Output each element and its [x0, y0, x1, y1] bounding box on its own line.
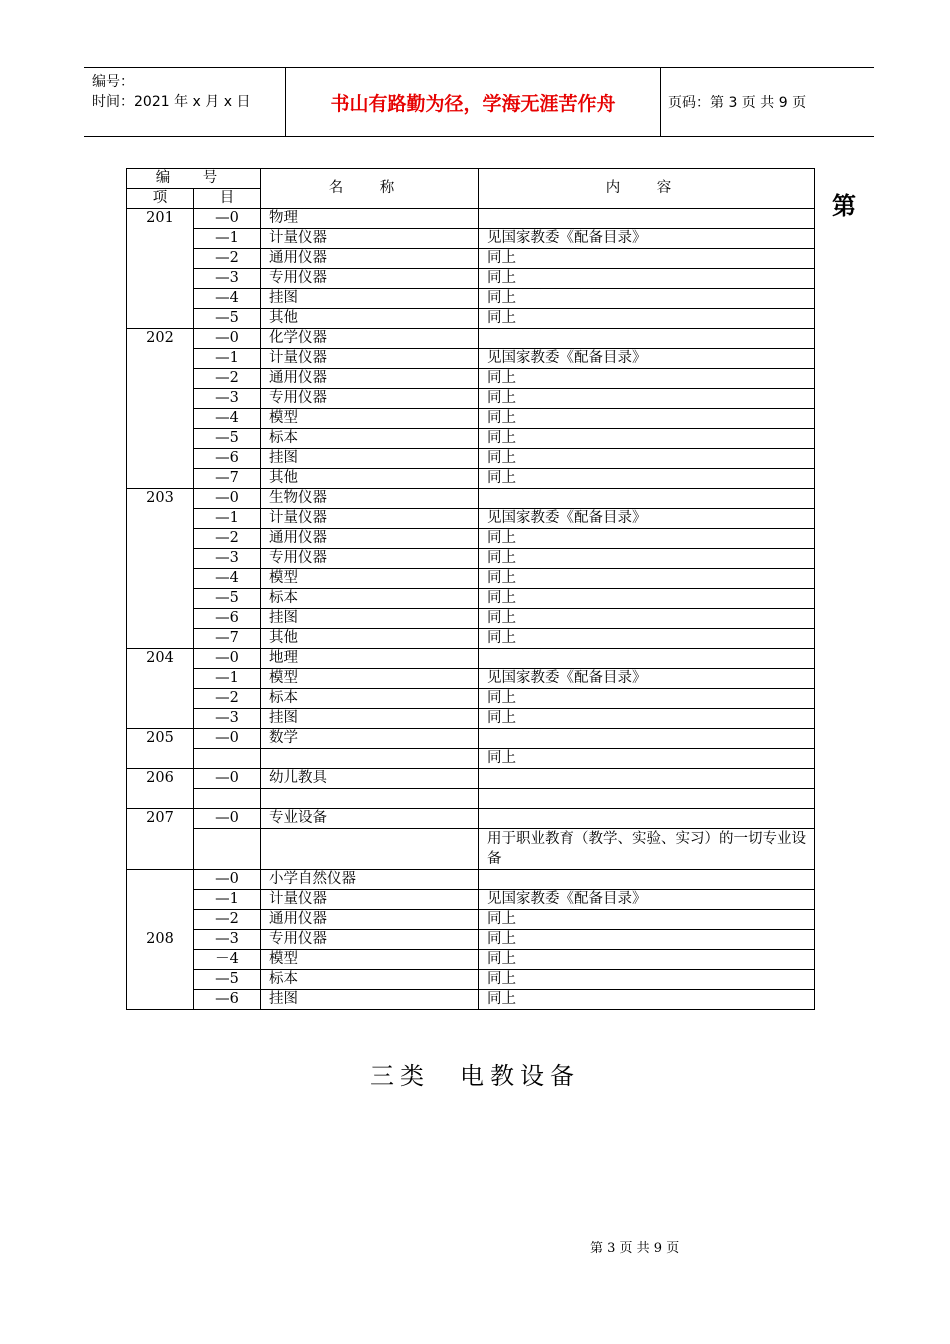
content-cell [479, 769, 815, 789]
name-cell: 计量仪器 [261, 509, 479, 529]
content-cell: 同上 [479, 249, 815, 269]
sub-code-cell: —0 [194, 649, 261, 669]
sub-code-cell: —5 [194, 589, 261, 609]
content-cell [479, 870, 815, 890]
sub-code-cell: —6 [194, 449, 261, 469]
sub-code-cell: —5 [194, 309, 261, 329]
content-cell: 同上 [479, 369, 815, 389]
table-row [127, 529, 815, 549]
name-cell: 专业设备 [261, 809, 479, 829]
content-cell: 同上 [479, 930, 815, 950]
header-time: 时间：2021 年 x 月 x 日 [92, 94, 251, 110]
equipment-table [126, 168, 815, 1010]
item-code-cell: 207 [127, 809, 194, 870]
sub-code-cell: —0 [194, 870, 261, 890]
table-row [127, 329, 815, 349]
table-row [127, 749, 815, 769]
sub-code-cell: —0 [194, 209, 261, 229]
name-cell: 专用仪器 [261, 389, 479, 409]
table-row [127, 289, 815, 309]
name-cell: 模型 [261, 950, 479, 970]
name-cell [261, 829, 479, 870]
content-cell [479, 209, 815, 229]
table-row [127, 389, 815, 409]
content-cell: 同上 [479, 950, 815, 970]
sub-code-cell [194, 829, 261, 870]
name-cell: 专用仪器 [261, 930, 479, 950]
table-row [127, 809, 815, 829]
sub-code-cell: －4 [194, 950, 261, 970]
sub-code-cell: —1 [194, 229, 261, 249]
content-cell: 同上 [479, 589, 815, 609]
table-row [127, 509, 815, 529]
name-cell: 标本 [261, 970, 479, 990]
table-header-row [127, 169, 815, 189]
content-cell: 同上 [479, 269, 815, 289]
item-code-cell: 208 [127, 870, 194, 1010]
name-cell: 挂图 [261, 449, 479, 469]
name-cell [261, 789, 479, 809]
item-code-cell: 205 [127, 729, 194, 769]
name-cell: 通用仪器 [261, 910, 479, 930]
content-cell: 同上 [479, 749, 815, 769]
sub-code-cell [194, 749, 261, 769]
header-number: 编号： [92, 74, 134, 90]
sub-code-cell: —1 [194, 890, 261, 910]
name-cell: 模型 [261, 409, 479, 429]
name-cell: 模型 [261, 669, 479, 689]
content-cell [479, 729, 815, 749]
table-row [127, 269, 815, 289]
table-row [127, 970, 815, 990]
table-row [127, 489, 815, 509]
sub-code-cell: —4 [194, 289, 261, 309]
header-content: 内 容 [479, 169, 815, 209]
sub-code-cell: —2 [194, 369, 261, 389]
content-cell: 同上 [479, 910, 815, 930]
header-page-number: 页码：第 3 页 共 9 页 [668, 95, 807, 111]
name-cell: 挂图 [261, 709, 479, 729]
name-cell: 小学自然仪器 [261, 870, 479, 890]
name-cell: 标本 [261, 429, 479, 449]
table-row [127, 569, 815, 589]
name-cell: 通用仪器 [261, 369, 479, 389]
sub-code-cell: —0 [194, 809, 261, 829]
table-row [127, 649, 815, 669]
content-cell: 同上 [479, 990, 815, 1010]
item-code-cell: 203 [127, 489, 194, 649]
side-mark: 第 [832, 192, 856, 220]
sub-code-cell: —3 [194, 269, 261, 289]
name-cell [261, 749, 479, 769]
name-cell: 挂图 [261, 289, 479, 309]
table-row [127, 209, 815, 229]
sub-code-cell: —2 [194, 249, 261, 269]
content-cell: 同上 [479, 609, 815, 629]
content-cell: 同上 [479, 449, 815, 469]
content-cell: 见国家教委《配备目录》 [479, 229, 815, 249]
content-cell: 同上 [479, 529, 815, 549]
sub-code-cell: —3 [194, 930, 261, 950]
sub-code-cell: —3 [194, 389, 261, 409]
name-cell: 挂图 [261, 609, 479, 629]
sub-code-cell: —7 [194, 629, 261, 649]
content-cell: 同上 [479, 569, 815, 589]
header-code: 编 号 [127, 169, 261, 189]
content-cell [479, 789, 815, 809]
sub-code-cell: —0 [194, 329, 261, 349]
sub-code-cell: —2 [194, 910, 261, 930]
table-row [127, 429, 815, 449]
sub-code-cell [194, 789, 261, 809]
table-row [127, 910, 815, 930]
sub-code-cell: —2 [194, 689, 261, 709]
table-row [127, 609, 815, 629]
table-row [127, 709, 815, 729]
table-row [127, 669, 815, 689]
content-cell: 同上 [479, 429, 815, 449]
name-cell: 化学仪器 [261, 329, 479, 349]
sub-code-cell: —1 [194, 669, 261, 689]
header-sub: 目 [194, 189, 261, 209]
sub-code-cell: —1 [194, 349, 261, 369]
page-header [84, 67, 874, 137]
content-cell: 见国家教委《配备目录》 [479, 890, 815, 910]
sub-code-cell: —3 [194, 709, 261, 729]
header-item: 项 [127, 189, 194, 209]
table-row [127, 309, 815, 329]
table-row [127, 349, 815, 369]
item-code-cell: 206 [127, 769, 194, 809]
content-cell: 同上 [479, 549, 815, 569]
content-cell [479, 809, 815, 829]
table-row [127, 549, 815, 569]
content-cell: 同上 [479, 469, 815, 489]
item-code-cell: 202 [127, 329, 194, 489]
content-cell: 同上 [479, 389, 815, 409]
content-cell: 见国家教委《配备目录》 [479, 349, 815, 369]
content-cell: 见国家教委《配备目录》 [479, 509, 815, 529]
sub-code-cell: —2 [194, 529, 261, 549]
sub-code-cell: —0 [194, 769, 261, 789]
name-cell: 计量仪器 [261, 229, 479, 249]
name-cell: 数学 [261, 729, 479, 749]
name-cell: 标本 [261, 589, 479, 609]
sub-code-cell: —5 [194, 970, 261, 990]
table-row [127, 950, 815, 970]
sub-code-cell: —3 [194, 549, 261, 569]
name-cell: 挂图 [261, 990, 479, 1010]
table-row [127, 629, 815, 649]
content-cell [479, 649, 815, 669]
table-row [127, 930, 815, 950]
sub-code-cell: —0 [194, 489, 261, 509]
sub-code-cell: —6 [194, 990, 261, 1010]
table-row [127, 249, 815, 269]
section-title: 三类 电教设备 [370, 1062, 580, 1090]
content-cell: 用于职业教育（教学、实验、实习）的一切专业设备 [479, 829, 815, 870]
name-cell: 物理 [261, 209, 479, 229]
table-row [127, 829, 815, 870]
table-row [127, 469, 815, 489]
item-code-cell: 204 [127, 649, 194, 729]
table-row [127, 229, 815, 249]
table-row [127, 369, 815, 389]
name-cell: 模型 [261, 569, 479, 589]
page-footer: 第 3 页 共 9 页 [590, 1241, 680, 1256]
content-cell: 同上 [479, 629, 815, 649]
name-cell: 通用仪器 [261, 529, 479, 549]
table-row [127, 689, 815, 709]
name-cell: 通用仪器 [261, 249, 479, 269]
sub-code-cell: —7 [194, 469, 261, 489]
content-cell: 同上 [479, 689, 815, 709]
header-motto: 书山有路勤为径，学海无涯苦作舟 [285, 68, 661, 136]
content-cell: 同上 [479, 289, 815, 309]
sub-code-cell: —0 [194, 729, 261, 749]
name-cell: 生物仪器 [261, 489, 479, 509]
header-name: 名 称 [261, 169, 479, 209]
name-cell: 计量仪器 [261, 349, 479, 369]
sub-code-cell: —6 [194, 609, 261, 629]
content-cell: 同上 [479, 409, 815, 429]
table-row [127, 769, 815, 789]
table-row [127, 449, 815, 469]
sub-code-cell: —5 [194, 429, 261, 449]
content-cell: 见国家教委《配备目录》 [479, 669, 815, 689]
item-code-cell: 201 [127, 209, 194, 329]
table-row [127, 729, 815, 749]
sub-code-cell: —4 [194, 409, 261, 429]
name-cell: 幼儿教具 [261, 769, 479, 789]
table-row [127, 870, 815, 890]
content-cell: 同上 [479, 709, 815, 729]
header-meta [92, 72, 250, 112]
content-cell [479, 329, 815, 349]
sub-code-cell: —4 [194, 569, 261, 589]
name-cell: 专用仪器 [261, 549, 479, 569]
content-cell [479, 489, 815, 509]
name-cell: 其他 [261, 629, 479, 649]
table-row [127, 990, 815, 1010]
name-cell: 其他 [261, 309, 479, 329]
name-cell: 其他 [261, 469, 479, 489]
name-cell: 标本 [261, 689, 479, 709]
table-row [127, 409, 815, 429]
name-cell: 地理 [261, 649, 479, 669]
name-cell: 计量仪器 [261, 890, 479, 910]
content-cell: 同上 [479, 970, 815, 990]
sub-code-cell: —1 [194, 509, 261, 529]
name-cell: 专用仪器 [261, 269, 479, 289]
table-row [127, 589, 815, 609]
content-cell: 同上 [479, 309, 815, 329]
table-row [127, 890, 815, 910]
table-row [127, 789, 815, 809]
